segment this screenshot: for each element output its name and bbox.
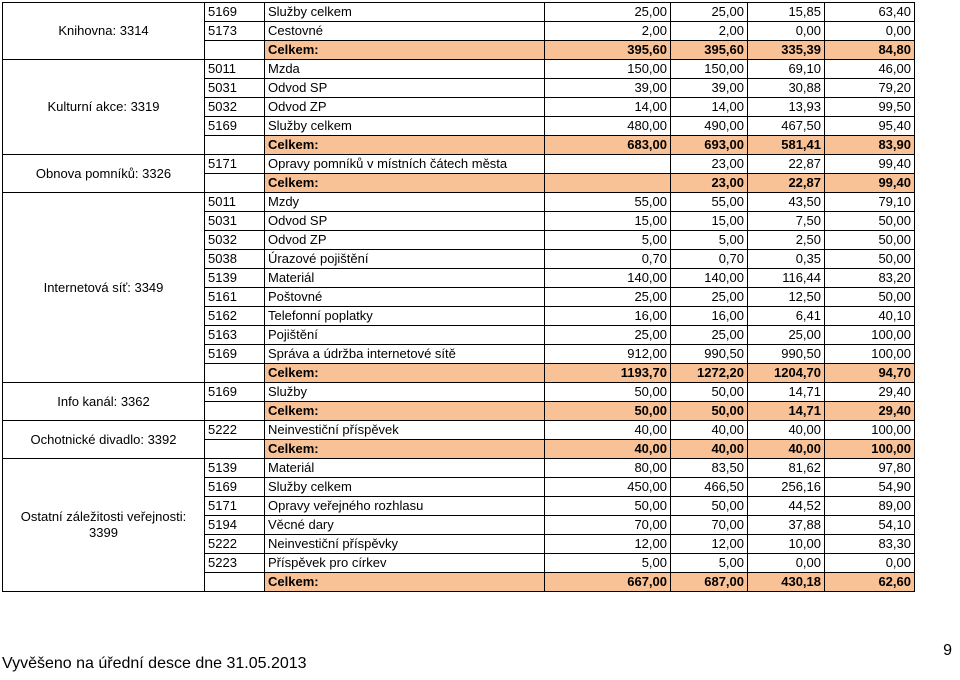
item-name: Služby celkem (265, 478, 545, 497)
value-upraveny: 50,00 (671, 497, 748, 516)
value-skutecnost: 22,87 (748, 155, 825, 174)
total-value-procento: 100,00 (825, 440, 915, 459)
item-name: Materiál (265, 459, 545, 478)
value-schvaleny: 40,00 (545, 421, 671, 440)
total-value-skutecnost: 581,41 (748, 136, 825, 155)
value-schvaleny: 70,00 (545, 516, 671, 535)
value-procento: 100,00 (825, 421, 915, 440)
value-procento: 79,10 (825, 193, 915, 212)
value-schvaleny (545, 155, 671, 174)
total-value-schvaleny: 683,00 (545, 136, 671, 155)
value-schvaleny: 5,00 (545, 231, 671, 250)
total-value-upraveny: 50,00 (671, 402, 748, 421)
value-schvaleny: 50,00 (545, 497, 671, 516)
total-value-schvaleny: 40,00 (545, 440, 671, 459)
value-upraveny: 14,00 (671, 98, 748, 117)
item-name: Materiál (265, 269, 545, 288)
value-schvaleny: 15,00 (545, 212, 671, 231)
total-value-upraveny: 693,00 (671, 136, 748, 155)
total-value-skutecnost: 22,87 (748, 174, 825, 193)
item-name: Poštovné (265, 288, 545, 307)
value-upraveny: 25,00 (671, 3, 748, 22)
item-code: 5173 (205, 22, 265, 41)
item-code: 5169 (205, 345, 265, 364)
item-code: 5031 (205, 79, 265, 98)
value-upraveny: 990,50 (671, 345, 748, 364)
value-skutecnost: 44,52 (748, 497, 825, 516)
item-name: Odvod SP (265, 79, 545, 98)
value-skutecnost: 30,88 (748, 79, 825, 98)
value-schvaleny: 150,00 (545, 60, 671, 79)
item-name: Mzdy (265, 193, 545, 212)
empty-cell (205, 41, 265, 60)
item-code: 5169 (205, 478, 265, 497)
item-code: 5169 (205, 3, 265, 22)
value-procento: 40,10 (825, 307, 915, 326)
value-skutecnost: 990,50 (748, 345, 825, 364)
total-value-procento: 83,90 (825, 136, 915, 155)
empty-cell (205, 174, 265, 193)
value-procento: 83,20 (825, 269, 915, 288)
item-name: Správa a údržba internetové sítě (265, 345, 545, 364)
item-code: 5038 (205, 250, 265, 269)
value-schvaleny: 12,00 (545, 535, 671, 554)
value-procento: 97,80 (825, 459, 915, 478)
total-value-upraveny: 395,60 (671, 41, 748, 60)
value-schvaleny: 55,00 (545, 193, 671, 212)
total-value-skutecnost: 40,00 (748, 440, 825, 459)
value-schvaleny: 0,70 (545, 250, 671, 269)
value-upraveny: 12,00 (671, 535, 748, 554)
value-procento: 54,90 (825, 478, 915, 497)
item-code: 5032 (205, 98, 265, 117)
value-skutecnost: 25,00 (748, 326, 825, 345)
total-value-procento: 99,40 (825, 174, 915, 193)
item-code: 5011 (205, 60, 265, 79)
item-code: 5161 (205, 288, 265, 307)
value-upraveny: 5,00 (671, 554, 748, 573)
total-value-schvaleny (545, 174, 671, 193)
section-label: Info kanál: 3362 (3, 383, 205, 421)
value-procento: 100,00 (825, 345, 915, 364)
item-name: Služby (265, 383, 545, 402)
footer-posted-note: Vyvěšeno na úřední desce dne 31.05.2013 (2, 655, 307, 672)
value-schvaleny: 480,00 (545, 117, 671, 136)
value-upraveny: 15,00 (671, 212, 748, 231)
total-value-skutecnost: 335,39 (748, 41, 825, 60)
value-skutecnost: 37,88 (748, 516, 825, 535)
item-code: 5139 (205, 459, 265, 478)
value-schvaleny: 80,00 (545, 459, 671, 478)
value-procento: 100,00 (825, 326, 915, 345)
value-procento: 50,00 (825, 212, 915, 231)
value-upraveny: 5,00 (671, 231, 748, 250)
total-value-upraveny: 23,00 (671, 174, 748, 193)
value-skutecnost: 13,93 (748, 98, 825, 117)
total-value-schvaleny: 667,00 (545, 573, 671, 592)
item-code: 5222 (205, 421, 265, 440)
value-schvaleny: 25,00 (545, 3, 671, 22)
value-upraveny: 2,00 (671, 22, 748, 41)
section-label: Knihovna: 3314 (3, 3, 205, 60)
total-value-skutecnost: 430,18 (748, 573, 825, 592)
value-procento: 99,50 (825, 98, 915, 117)
total-value-skutecnost: 14,71 (748, 402, 825, 421)
value-procento: 0,00 (825, 554, 915, 573)
item-code: 5139 (205, 269, 265, 288)
value-schvaleny: 14,00 (545, 98, 671, 117)
table-row (3, 3, 915, 22)
value-skutecnost: 0,00 (748, 554, 825, 573)
value-procento: 46,00 (825, 60, 915, 79)
total-value-procento: 94,70 (825, 364, 915, 383)
item-name: Odvod ZP (265, 98, 545, 117)
table-row (3, 193, 915, 212)
value-skutecnost: 81,62 (748, 459, 825, 478)
total-item-name: Celkem: (265, 41, 545, 60)
value-skutecnost: 467,50 (748, 117, 825, 136)
item-name: Neinvestiční příspěvek (265, 421, 545, 440)
item-name: Úrazové pojištění (265, 250, 545, 269)
value-procento: 29,40 (825, 383, 915, 402)
value-skutecnost: 256,16 (748, 478, 825, 497)
item-code: 5171 (205, 497, 265, 516)
value-procento: 50,00 (825, 231, 915, 250)
value-schvaleny: 25,00 (545, 288, 671, 307)
item-name: Mzda (265, 60, 545, 79)
value-schvaleny: 39,00 (545, 79, 671, 98)
empty-cell (205, 440, 265, 459)
value-procento: 95,40 (825, 117, 915, 136)
item-code: 5011 (205, 193, 265, 212)
table-row (3, 155, 915, 174)
value-upraveny: 23,00 (671, 155, 748, 174)
total-value-procento: 84,80 (825, 41, 915, 60)
section-label: Ochotnické divadlo: 3392 (3, 421, 205, 459)
item-name: Služby celkem (265, 3, 545, 22)
item-name: Příspěvek pro církev (265, 554, 545, 573)
section-label: Obnova pomníků: 3326 (3, 155, 205, 193)
item-name: Opravy veřejného rozhlasu (265, 497, 545, 516)
value-upraveny: 150,00 (671, 60, 748, 79)
value-upraveny: 16,00 (671, 307, 748, 326)
value-skutecnost: 7,50 (748, 212, 825, 231)
total-item-name: Celkem: (265, 136, 545, 155)
value-upraveny: 83,50 (671, 459, 748, 478)
value-skutecnost: 43,50 (748, 193, 825, 212)
value-procento: 79,20 (825, 79, 915, 98)
section-label: Ostatní záležitosti veřejnosti: 3399 (3, 459, 205, 592)
item-name: Věcné dary (265, 516, 545, 535)
item-name: Opravy pomníků v místních čátech města (265, 155, 545, 174)
item-name: Odvod SP (265, 212, 545, 231)
total-item-name: Celkem: (265, 174, 545, 193)
value-skutecnost: 6,41 (748, 307, 825, 326)
item-name: Pojištění (265, 326, 545, 345)
total-value-schvaleny: 395,60 (545, 41, 671, 60)
total-value-upraveny: 40,00 (671, 440, 748, 459)
value-upraveny: 0,70 (671, 250, 748, 269)
total-item-name: Celkem: (265, 573, 545, 592)
total-value-procento: 62,60 (825, 573, 915, 592)
item-code: 5171 (205, 155, 265, 174)
value-upraveny: 39,00 (671, 79, 748, 98)
item-code: 5032 (205, 231, 265, 250)
page-number: 9 (943, 642, 952, 659)
total-item-name: Celkem: (265, 402, 545, 421)
total-item-name: Celkem: (265, 440, 545, 459)
value-procento: 63,40 (825, 3, 915, 22)
value-skutecnost: 0,35 (748, 250, 825, 269)
budget-table (2, 2, 915, 592)
value-procento: 50,00 (825, 288, 915, 307)
value-schvaleny: 2,00 (545, 22, 671, 41)
table-row (3, 383, 915, 402)
value-upraveny: 70,00 (671, 516, 748, 535)
value-upraveny: 466,50 (671, 478, 748, 497)
value-skutecnost: 116,44 (748, 269, 825, 288)
value-procento: 54,10 (825, 516, 915, 535)
value-procento: 89,00 (825, 497, 915, 516)
table-row (3, 421, 915, 440)
value-schvaleny: 16,00 (545, 307, 671, 326)
item-name: Telefonní poplatky (265, 307, 545, 326)
total-item-name: Celkem: (265, 364, 545, 383)
section-label: Kulturní akce: 3319 (3, 60, 205, 155)
total-value-skutecnost: 1204,70 (748, 364, 825, 383)
value-upraveny: 25,00 (671, 288, 748, 307)
total-value-procento: 29,40 (825, 402, 915, 421)
item-code: 5223 (205, 554, 265, 573)
value-procento: 83,30 (825, 535, 915, 554)
value-skutecnost: 15,85 (748, 3, 825, 22)
value-procento: 99,40 (825, 155, 915, 174)
section-label: Internetová síť: 3349 (3, 193, 205, 383)
item-code: 5163 (205, 326, 265, 345)
value-upraveny: 50,00 (671, 383, 748, 402)
value-schvaleny: 5,00 (545, 554, 671, 573)
item-name: Neinvestiční příspěvky (265, 535, 545, 554)
value-procento: 0,00 (825, 22, 915, 41)
total-value-upraveny: 687,00 (671, 573, 748, 592)
item-name: Odvod ZP (265, 231, 545, 250)
value-upraveny: 140,00 (671, 269, 748, 288)
empty-cell (205, 573, 265, 592)
item-code: 5222 (205, 535, 265, 554)
value-schvaleny: 25,00 (545, 326, 671, 345)
table-row (3, 459, 915, 478)
total-value-schvaleny: 1193,70 (545, 364, 671, 383)
table-row (3, 60, 915, 79)
value-upraveny: 25,00 (671, 326, 748, 345)
value-skutecnost: 12,50 (748, 288, 825, 307)
empty-cell (205, 364, 265, 383)
value-skutecnost: 40,00 (748, 421, 825, 440)
value-upraveny: 55,00 (671, 193, 748, 212)
value-schvaleny: 50,00 (545, 383, 671, 402)
value-schvaleny: 140,00 (545, 269, 671, 288)
value-upraveny: 490,00 (671, 117, 748, 136)
value-schvaleny: 912,00 (545, 345, 671, 364)
value-skutecnost: 0,00 (748, 22, 825, 41)
value-procento: 50,00 (825, 250, 915, 269)
value-skutecnost: 69,10 (748, 60, 825, 79)
item-code: 5162 (205, 307, 265, 326)
item-code: 5169 (205, 383, 265, 402)
value-skutecnost: 14,71 (748, 383, 825, 402)
value-schvaleny: 450,00 (545, 478, 671, 497)
item-name: Cestovné (265, 22, 545, 41)
item-code: 5031 (205, 212, 265, 231)
item-code: 5194 (205, 516, 265, 535)
value-skutecnost: 10,00 (748, 535, 825, 554)
empty-cell (205, 136, 265, 155)
total-value-upraveny: 1272,20 (671, 364, 748, 383)
value-upraveny: 40,00 (671, 421, 748, 440)
item-code: 5169 (205, 117, 265, 136)
total-value-schvaleny: 50,00 (545, 402, 671, 421)
value-skutecnost: 2,50 (748, 231, 825, 250)
item-name: Služby celkem (265, 117, 545, 136)
empty-cell (205, 402, 265, 421)
